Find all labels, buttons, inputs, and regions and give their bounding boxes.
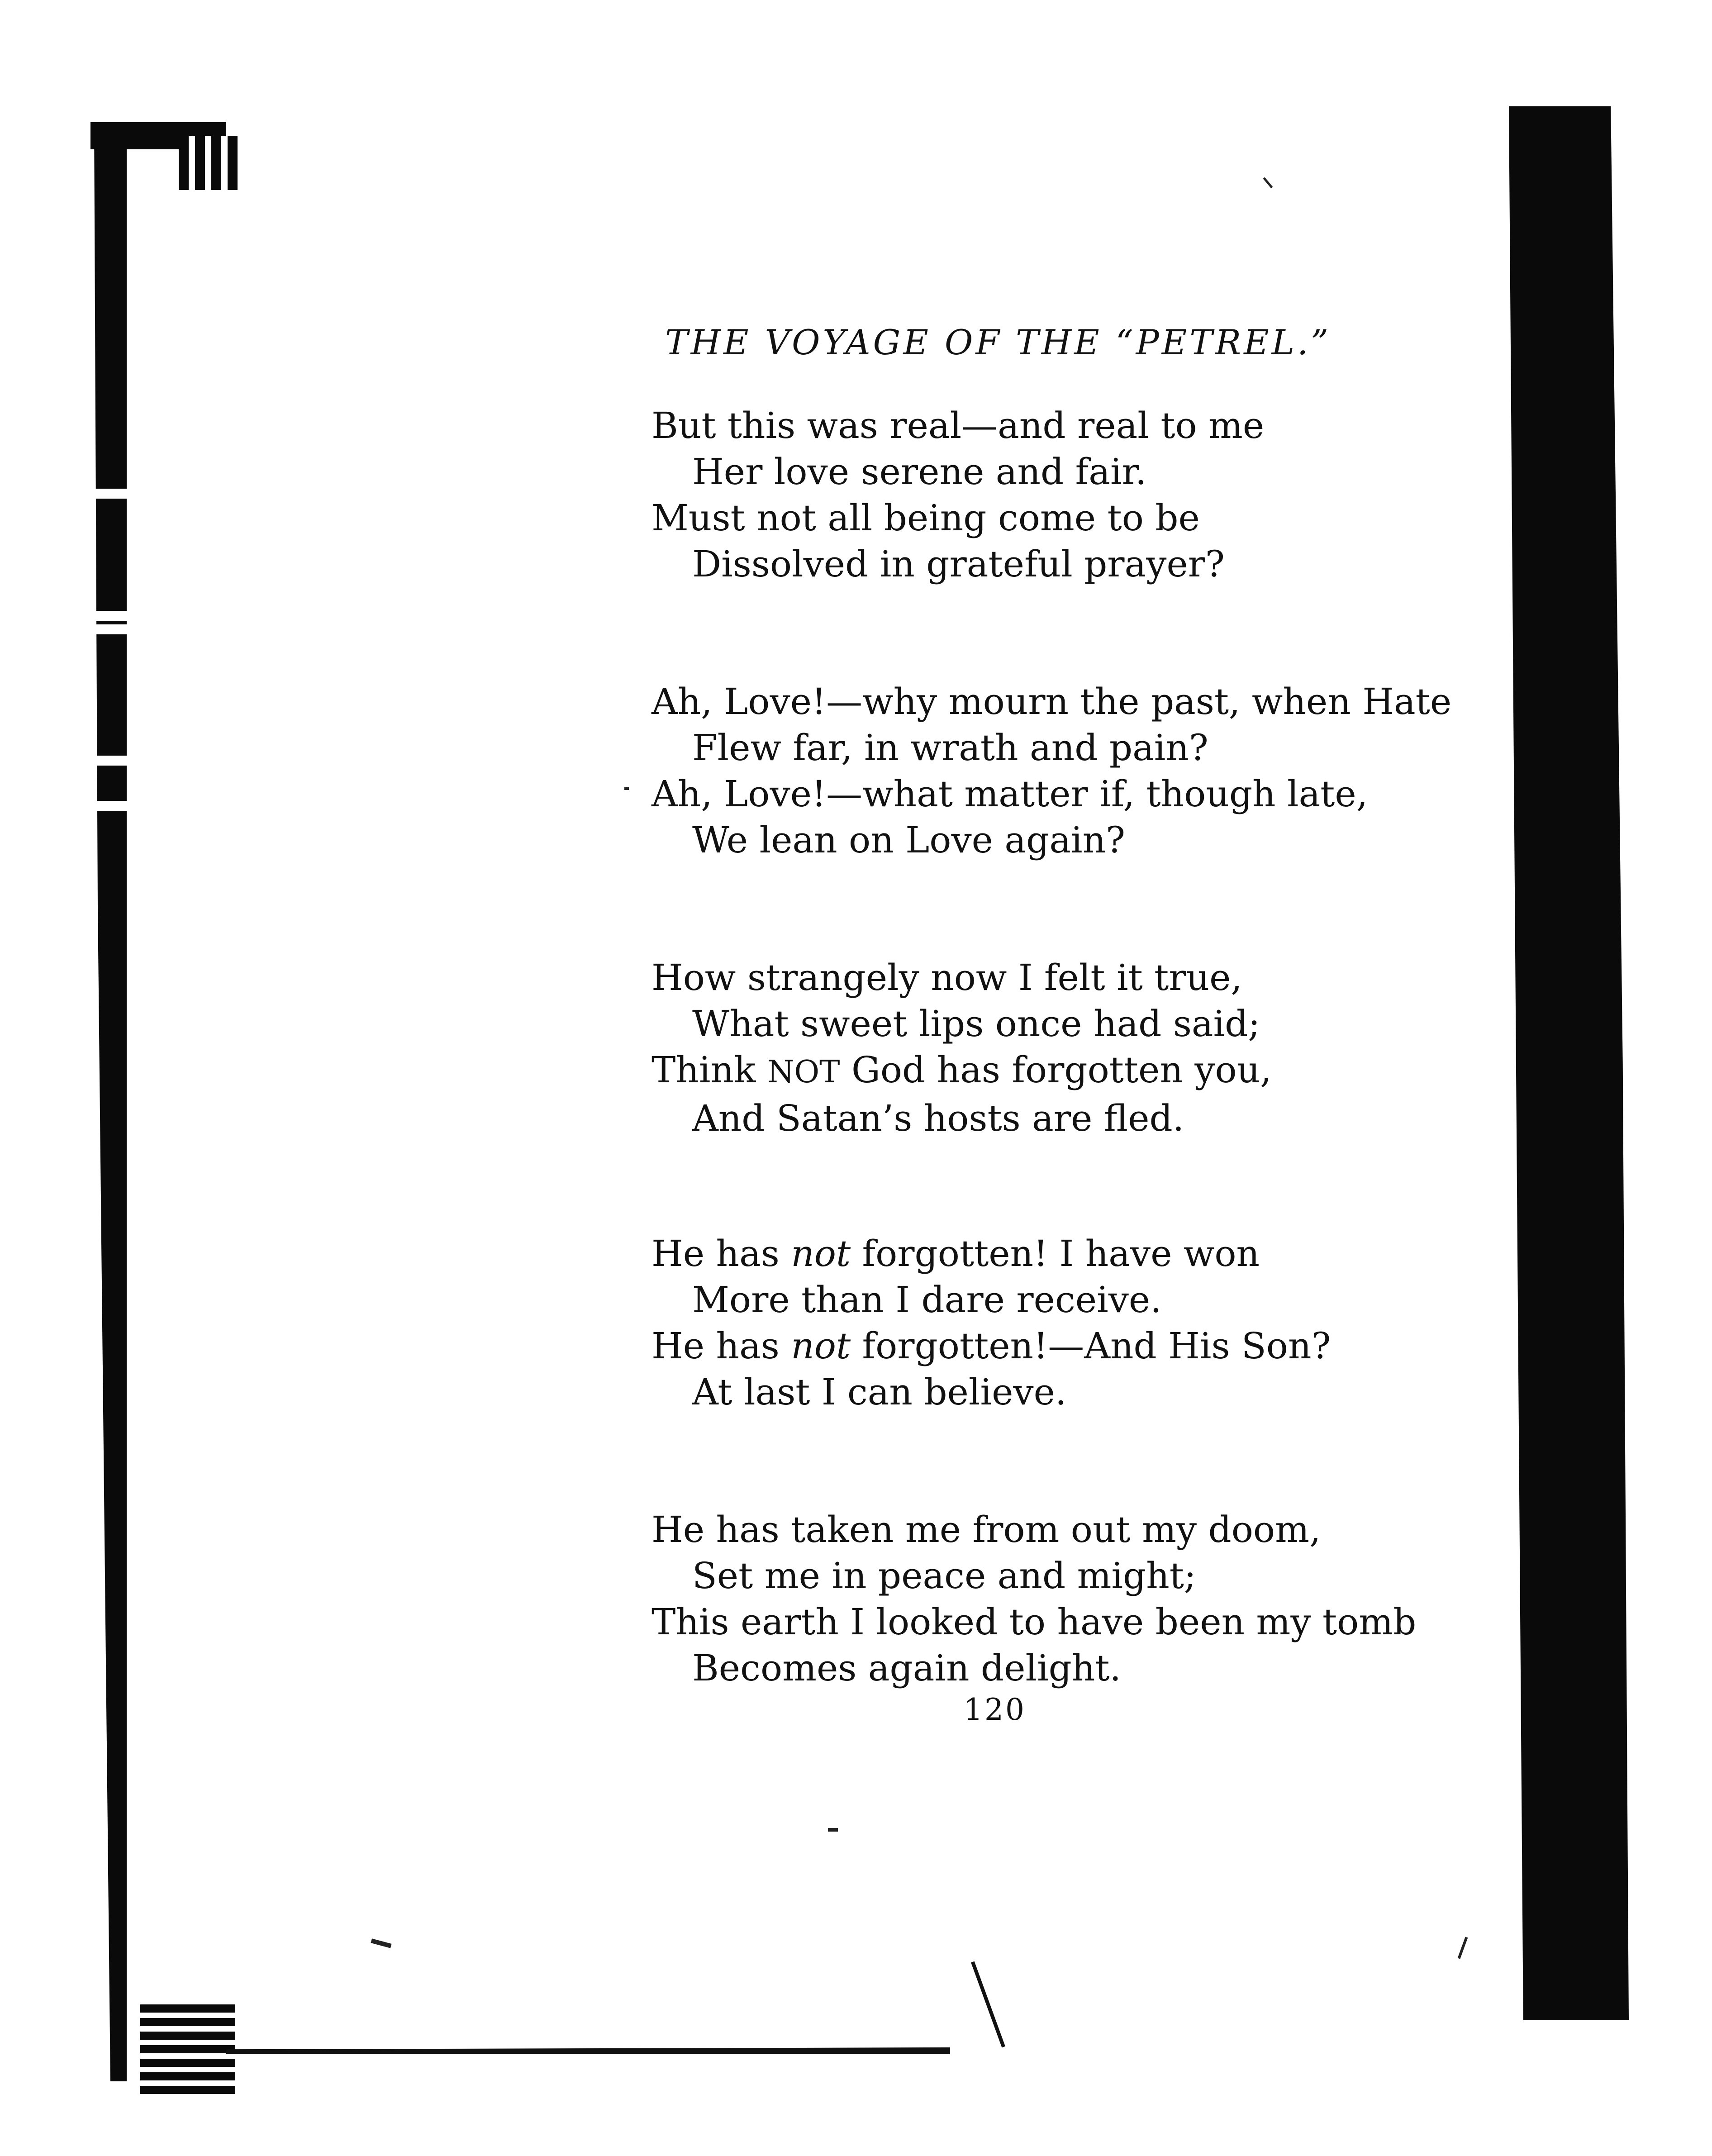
scan-edge-right <box>1509 106 1629 2020</box>
verse-line: Ah, Love!—why mourn the past, when Hate <box>652 681 1452 723</box>
verse-line: Her love serene and fair. <box>692 451 1147 493</box>
verse-line: He has taken me from out my doom, <box>652 1509 1321 1551</box>
verse-line <box>652 1231 1466 1277</box>
verse-line: And Satan’s hosts are fled. <box>692 1097 1184 1139</box>
emphasis-italic: not <box>791 1325 851 1367</box>
page-number: 120 <box>964 1692 1026 1727</box>
verse-line: We lean on Love again? <box>692 819 1126 861</box>
verse-line <box>652 1047 1466 1095</box>
scan-gap <box>86 624 136 634</box>
verse-line: Ah, Love!—what matter if, though late, <box>652 773 1368 815</box>
scan-speck <box>1263 177 1273 189</box>
verse-line: Set me in peace and might; <box>692 1555 1196 1597</box>
verse-line: Must not all being come to be <box>652 497 1200 539</box>
stanza-5 <box>652 1507 1466 1691</box>
stanza-4 <box>652 1231 1466 1415</box>
verse-text: forgotten!—And His Son? <box>851 1325 1331 1367</box>
emphasis-small-caps: NOT <box>767 1054 840 1090</box>
scan-gap <box>86 611 136 621</box>
verse-line: What sweet lips once had said; <box>692 1003 1260 1045</box>
stanza-2 <box>652 679 1466 863</box>
scan-gap <box>86 801 136 811</box>
scan-stroke <box>971 1961 1005 2048</box>
verse-text: forgotten! I have won <box>851 1233 1260 1275</box>
scan-speck <box>1458 1937 1468 1959</box>
verse-text: He has <box>652 1233 791 1275</box>
scan-speck <box>624 787 629 790</box>
scan-bottom-rule <box>226 2047 950 2054</box>
scan-gap <box>86 489 136 499</box>
verse-text: Think <box>652 1049 767 1091</box>
scan-speck <box>371 1938 391 1948</box>
verse-line: Dissolved in grateful prayer? <box>692 543 1225 585</box>
verse-line: But this was real—and real to me <box>652 405 1265 447</box>
stanza-1 <box>652 403 1466 587</box>
verse-line <box>652 1323 1466 1369</box>
running-head: THE VOYAGE OF THE “PETREL.” <box>665 322 1332 362</box>
verse-line: More than I dare receive. <box>692 1279 1162 1321</box>
scan-speck <box>828 1828 838 1832</box>
emphasis-italic: not <box>791 1233 851 1275</box>
stanza-3 <box>652 955 1466 1142</box>
scan-edge-left-stub <box>179 136 242 190</box>
scan-gap <box>86 756 136 766</box>
verse-line: How strangely now I felt it true, <box>652 957 1242 999</box>
verse-text: He has <box>652 1325 791 1367</box>
verse-line: At last I can believe. <box>692 1371 1067 1413</box>
scan-bottom-left <box>140 2004 235 2095</box>
verse-text: God has forgotten you, <box>840 1049 1272 1091</box>
verse-line: Flew far, in wrath and pain? <box>692 727 1208 769</box>
verse-line: This earth I looked to have been my tomb <box>652 1601 1417 1643</box>
verse-line: Becomes again delight. <box>692 1647 1121 1689</box>
scan-edge-left <box>90 122 127 2081</box>
